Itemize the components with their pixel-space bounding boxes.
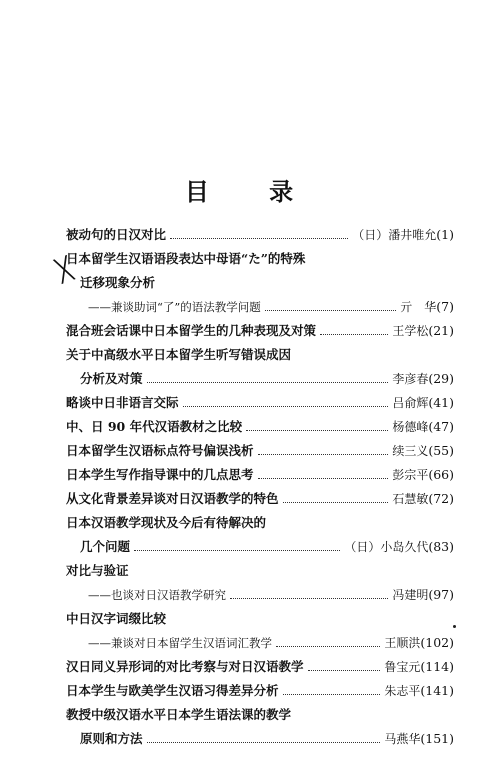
entry-title: 关于中高级水平日本留学生听写错误成因 [66,347,292,362]
leader-dots [134,538,340,551]
leader-dots [230,586,388,599]
entry-author: 鲁宝元 [384,660,421,674]
entry-title: 几个问题 [80,539,131,554]
entry-subtitle: ——也谈对日汉语教学研究 [88,588,226,602]
entry-title: 日本留学生汉语标点符号偏误浅析 [66,443,254,458]
entry-page: (83) [428,539,454,554]
entry-page: (66) [428,467,454,482]
entry-subtitle: ——兼谈助词“了”的语法教学问题 [88,300,261,314]
entry-page: (7) [436,299,454,314]
toc-entry-subtitle[interactable] [88,632,454,654]
entry-title: 日本学生写作指导课中的几点思考 [66,467,254,482]
entry-title: 原则和方法 [80,731,143,746]
entry-author: 李彦春 [392,372,429,386]
leader-dots [170,226,348,239]
leader-dots [258,442,389,455]
entry-author: 亓 华 [400,300,437,314]
leader-dots [147,730,381,743]
entry-title: 日本汉语教学现状及今后有待解决的 [66,515,267,530]
entry-title: 中日汉字词缀比较 [66,611,167,626]
toc-entry-continued[interactable] [80,368,454,390]
pen-mark: ╳ [54,256,76,285]
entry-title: 中、日 90 年代汉语教材之比较 [66,419,243,434]
entry-author: 续三义 [392,444,429,458]
toc-entry[interactable] [66,560,454,582]
entry-author: 吕俞辉 [392,396,429,410]
entry-page: (141) [420,683,454,698]
toc-entry[interactable] [66,416,454,438]
entry-author: 马燕华 [384,732,421,746]
entry-title: 被动句的日汉对比 [66,227,167,242]
entry-page: (21) [428,323,454,338]
entry-page: (1) [436,227,454,242]
entry-author: 彭宗平 [392,468,429,482]
entry-title: 日本留学生汉语语段表达中母语“た”的特殊 [66,251,306,266]
toc-entry[interactable] [66,320,454,342]
entry-author: 王学松 [392,324,429,338]
toc-entry[interactable] [66,608,454,630]
toc-entry[interactable] [66,704,454,726]
leader-dots [183,394,389,407]
leader-dots [308,658,381,671]
entry-title: 对比与验证 [66,563,129,578]
toc-entry-subtitle[interactable] [88,296,454,318]
leader-dots [246,418,388,431]
leader-dots [147,370,389,383]
toc-entry[interactable] [66,680,454,702]
entry-subtitle: ——兼谈对日本留学生汉语词汇教学 [88,636,272,650]
entry-author: 石慧敏 [392,492,429,506]
leader-dots [320,322,388,335]
entry-page: (41) [428,395,454,410]
toc-entry[interactable] [66,224,454,246]
entry-title: 分析及对策 [80,371,143,386]
entry-page: (29) [428,371,454,386]
entry-page: (114) [420,659,454,674]
toc-entry[interactable] [66,440,454,462]
leader-dots [276,634,380,647]
toc-entry[interactable] [66,464,454,486]
leader-dots [283,682,381,695]
toc-entry[interactable] [66,488,454,510]
entry-page: (97) [428,587,454,602]
toc-entry[interactable] [66,656,454,678]
toc-entry[interactable] [66,512,454,534]
entry-title: 略谈中日非语言交际 [66,395,179,410]
toc-entry[interactable] [66,248,454,270]
toc-entry[interactable] [66,392,454,414]
entry-page: (102) [420,635,454,650]
entry-author: （日）潘井唯允 [352,228,437,242]
entry-author: 朱志平 [384,684,421,698]
entry-title: 混合班会话课中日本留学生的几种表现及对策 [66,323,317,338]
entry-page: (55) [428,443,454,458]
entry-author: 杨德峰 [392,420,429,434]
entry-page: (72) [428,491,454,506]
leader-dots [283,490,389,503]
entry-title: 汉日同义异形词的对比考察与对日汉语教学 [66,659,304,674]
toc-entry-subtitle[interactable] [88,584,454,606]
entry-title: 从文化背景差异谈对日汉语教学的特色 [66,491,279,506]
entry-title: 教授中级汉语水平日本学生语法课的教学 [66,707,292,722]
page-title: 目 录 [184,178,320,206]
toc-entry[interactable] [66,344,454,366]
toc-entry-continued[interactable] [80,272,454,294]
entry-author: 王顺洪 [384,636,421,650]
leader-dots [258,466,389,479]
entry-title: 迁移现象分析 [80,275,156,290]
entry-author: 冯建明 [392,588,429,602]
entry-title: 日本学生与欧美学生汉语习得差异分析 [66,683,279,698]
entry-page: (151) [420,731,454,746]
toc-entry-continued[interactable] [80,536,454,558]
entry-author: （日）小岛久代 [344,540,429,554]
entry-page: (47) [428,419,454,434]
leader-dots [265,298,397,311]
toc-entry-continued[interactable] [80,728,454,750]
